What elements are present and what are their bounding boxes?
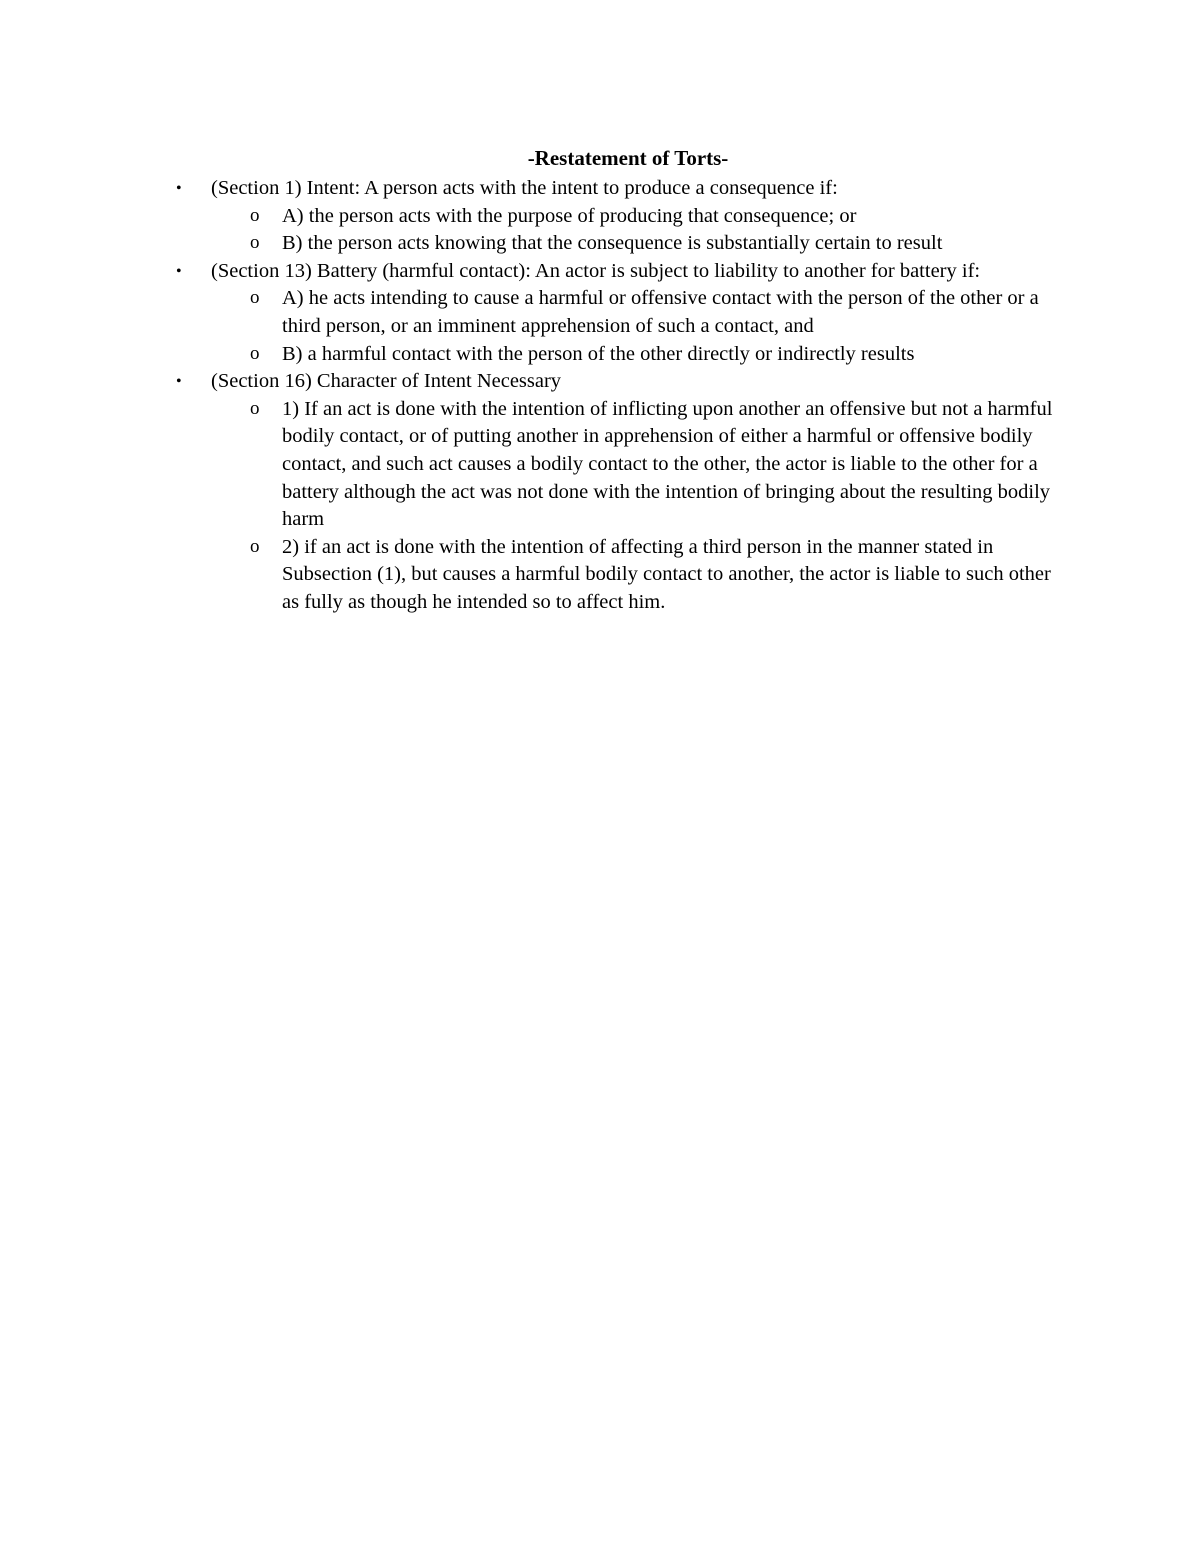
sub-item-text: 1) If an act is done with the intention of inflicting upon another an offensive but not a harmful bodily contact, or of putting another in apprehension of either a harmful or offensive bodily contact, and such act causes a bodily contact to the other, the actor is liable to the other for a battery although the act was not done with the intention of bringing about the resulting bodily harm (282, 397, 1053, 531)
sub-item-text: B) the person acts knowing that the consequence is substantially certain to result (282, 232, 943, 255)
sub-list-item (243, 534, 1062, 617)
bullet-icon: • (176, 262, 182, 280)
circle-bullet-icon: o (250, 342, 260, 364)
sub-item-text: B) a harmful contact with the person of the other directly or indirectly results (282, 342, 915, 365)
section-list (172, 175, 1062, 617)
section-text: (Section 13) Battery (harmful contact): An actor is subject to liability to another for battery if: (211, 259, 981, 282)
sub-item-text: A) the person acts with the purpose of producing that consequence; or (282, 204, 857, 227)
sub-list-item (243, 230, 1062, 258)
sub-item-text: 2) if an act is done with the intention of affecting a third person in the manner stated in Subsection (1), but causes a harmful bodily contact to another, the actor is liable to such other as fully as though he intended so to affect him. (282, 535, 1051, 613)
sub-list-item (243, 396, 1062, 534)
section-text: (Section 1) Intent: A person acts with the intent to produce a consequence if: (211, 177, 838, 199)
list-item (172, 175, 1062, 258)
circle-bullet-icon: o (250, 535, 260, 557)
circle-bullet-icon: o (250, 287, 260, 309)
sub-list (172, 396, 1062, 617)
sub-item-text: A) he acts intending to cause a harmful or offensive contact with the person of the other or a third person, or an imminent apprehension of such a contact, and (282, 287, 1039, 337)
section-text: (Section 16) Character of Intent Necessary (211, 370, 562, 393)
circle-bullet-icon: o (250, 204, 260, 226)
sub-list (172, 203, 1062, 258)
circle-bullet-icon: o (250, 232, 260, 254)
list-item (172, 368, 1062, 616)
sub-list-item (243, 341, 1062, 369)
document-body (172, 143, 1062, 617)
list-item (172, 258, 1062, 368)
sub-list-item (243, 285, 1062, 340)
sub-list-item (243, 203, 1062, 231)
bullet-icon: • (176, 180, 182, 197)
bullet-icon: • (176, 373, 182, 391)
document-title: -Restatement of Torts- (527, 146, 729, 170)
sub-list (172, 285, 1062, 368)
circle-bullet-icon: o (250, 397, 260, 419)
